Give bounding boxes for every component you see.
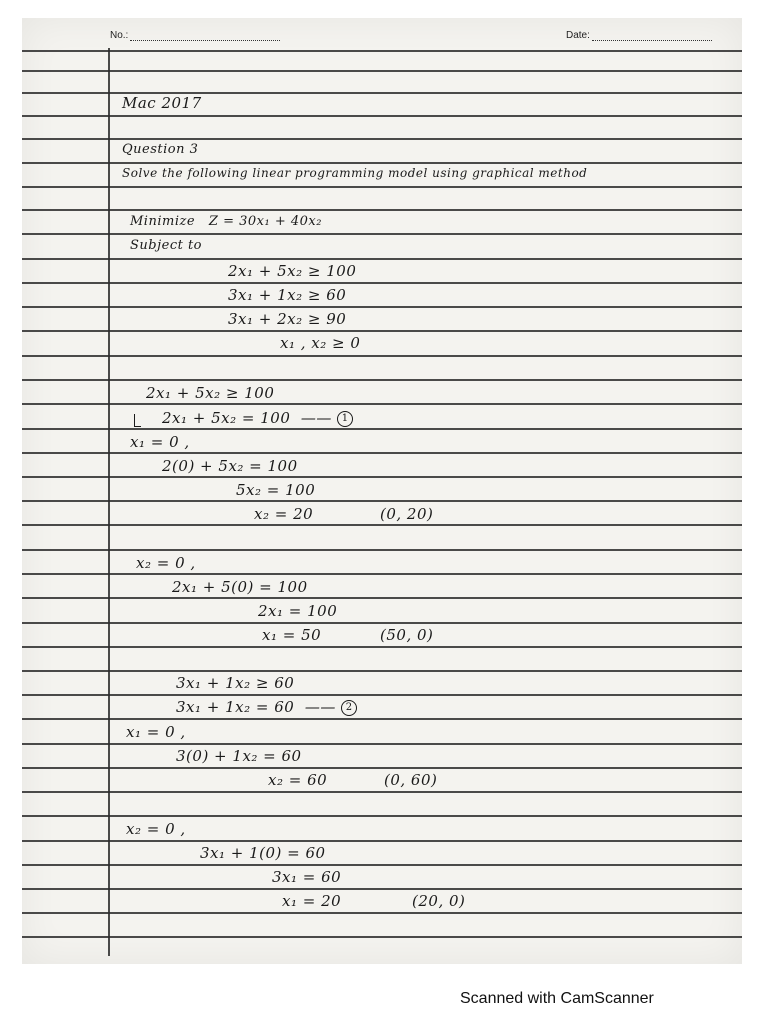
ruled-line <box>22 233 742 235</box>
notebook-page <box>22 18 742 964</box>
question-instruction: Solve the following linear programming model using graphical method <box>122 166 588 180</box>
x2-result: x₂ = 60 <box>268 771 328 789</box>
ruled-line <box>22 452 742 454</box>
constraint-3: 3x₁ + 2x₂ ≥ 90 <box>228 310 347 328</box>
ruled-line <box>22 694 742 696</box>
substitution-step: 3x₁ + 1(0) = 60 <box>200 844 326 862</box>
substitution-step: 2x₁ + 5(0) = 100 <box>172 578 308 596</box>
x1-result: x₁ = 50 <box>262 626 322 644</box>
ruled-line <box>22 355 742 357</box>
ruled-line <box>22 186 742 188</box>
ruled-line <box>22 646 742 648</box>
ruled-line <box>22 743 742 745</box>
ruled-line <box>22 70 742 72</box>
point-0-60: (0, 60) <box>384 771 438 789</box>
simplified-step: 5x₂ = 100 <box>236 481 316 499</box>
x1-result: x₁ = 20 <box>282 892 342 910</box>
x2-zero-case: x₂ = 0 , <box>126 820 186 838</box>
ruled-line <box>22 162 742 164</box>
exam-date: Mac 2017 <box>122 94 202 112</box>
ruled-line <box>22 138 742 140</box>
ruled-line <box>22 306 742 308</box>
line-1-equation: 2x₁ + 5x₂ = 100 —— 1 <box>162 409 353 427</box>
bracket-mark <box>134 414 141 427</box>
equation-1-circle: 1 <box>337 411 353 427</box>
ruled-line <box>22 330 742 332</box>
constraint-2: 3x₁ + 1x₂ ≥ 60 <box>228 286 347 304</box>
substitution-step: 2(0) + 5x₂ = 100 <box>162 457 298 475</box>
constraint-2-restated: 3x₁ + 1x₂ ≥ 60 <box>176 674 295 692</box>
ruled-line <box>22 912 742 914</box>
line-2-equation: 3x₁ + 1x₂ = 60 —— 2 <box>176 698 357 716</box>
ruled-line <box>22 573 742 575</box>
x1-zero-case: x₁ = 0 , <box>126 723 186 741</box>
point-0-20: (0, 20) <box>380 505 434 523</box>
ruled-line <box>22 840 742 842</box>
point-50-0: (50, 0) <box>380 626 434 644</box>
ruled-line <box>22 864 742 866</box>
ruled-line <box>22 209 742 211</box>
camscanner-watermark: Scanned with CamScanner <box>460 990 654 1007</box>
constraint-1-restated: 2x₁ + 5x₂ ≥ 100 <box>146 384 275 402</box>
point-20-0: (20, 0) <box>412 892 466 910</box>
ruled-line <box>22 500 742 502</box>
substitution-step: 3(0) + 1x₂ = 60 <box>176 747 302 765</box>
ruled-line <box>22 622 742 624</box>
date-field: Date: <box>566 30 712 41</box>
ruled-line <box>22 50 742 52</box>
ruled-line <box>22 379 742 381</box>
ruled-line <box>22 791 742 793</box>
ruled-line <box>22 936 742 938</box>
equation-2-circle: 2 <box>341 700 357 716</box>
subject-to-label: Subject to <box>130 238 203 253</box>
ruled-line <box>22 815 742 817</box>
ruled-line <box>22 718 742 720</box>
number-field: No.: <box>110 30 280 41</box>
objective-function: Minimize Z = 30x₁ + 40x₂ <box>130 214 322 229</box>
simplified-step: 3x₁ = 60 <box>272 868 342 886</box>
ruled-line <box>22 888 742 890</box>
margin-line <box>108 48 110 956</box>
x2-zero-case: x₂ = 0 , <box>136 554 196 572</box>
ruled-line <box>22 403 742 405</box>
x1-zero-case: x₁ = 0 , <box>130 433 190 451</box>
ruled-line <box>22 476 742 478</box>
ruled-line <box>22 282 742 284</box>
ruled-line <box>22 115 742 117</box>
ruled-line <box>22 549 742 551</box>
ruled-line <box>22 524 742 526</box>
ruled-line <box>22 597 742 599</box>
simplified-step: 2x₁ = 100 <box>258 602 338 620</box>
constraint-1: 2x₁ + 5x₂ ≥ 100 <box>228 262 357 280</box>
ruled-line <box>22 767 742 769</box>
ruled-line <box>22 258 742 260</box>
x2-result: x₂ = 20 <box>254 505 314 523</box>
question-number: Question 3 <box>122 142 199 157</box>
ruled-line <box>22 428 742 430</box>
ruled-line <box>22 670 742 672</box>
non-negativity: x₁ , x₂ ≥ 0 <box>280 334 361 352</box>
